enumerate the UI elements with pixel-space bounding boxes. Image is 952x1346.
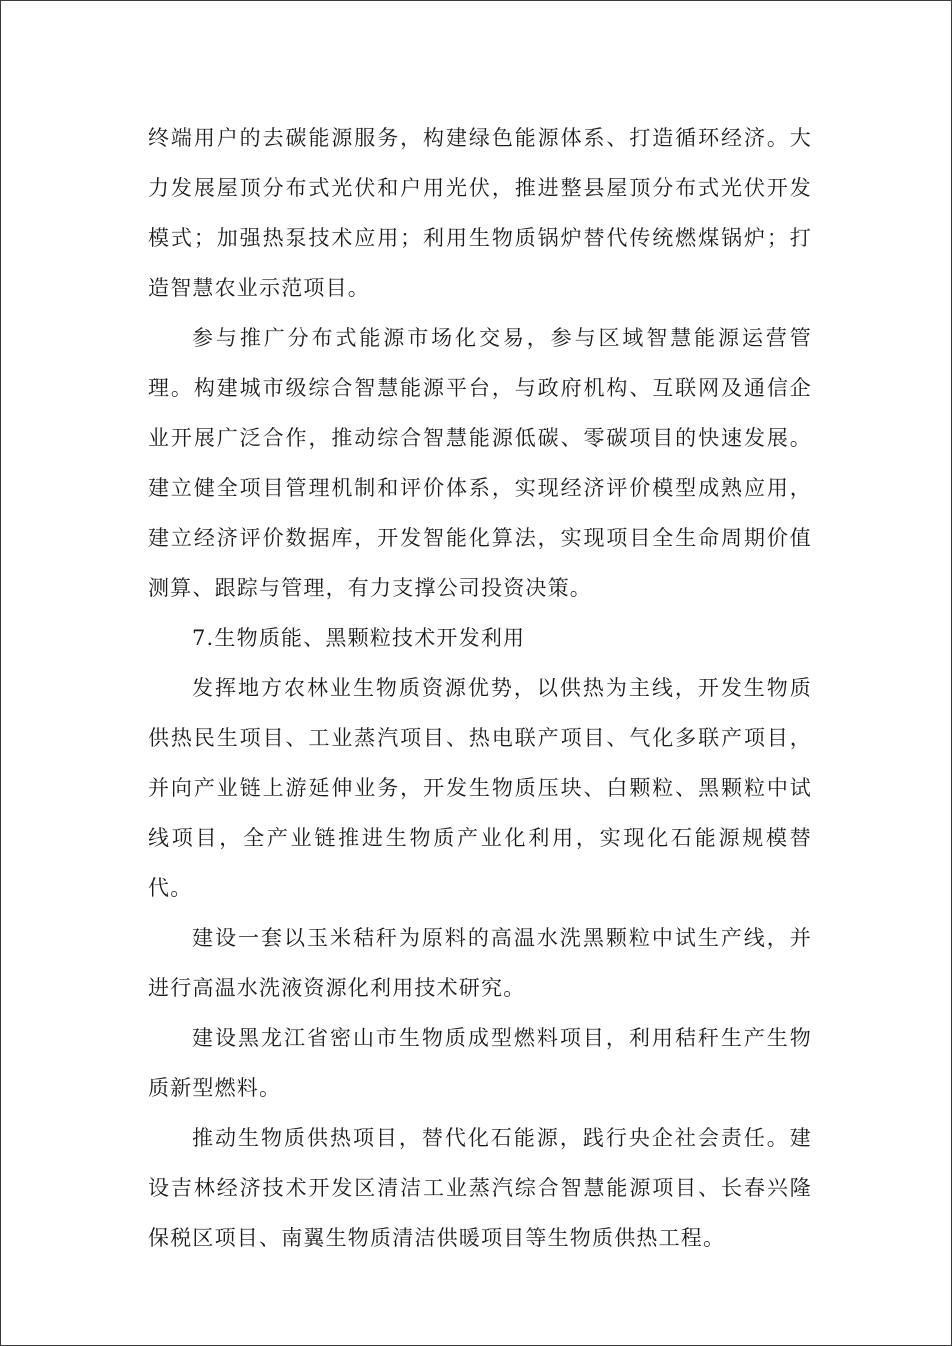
paragraph-1: 终端用户的去碳能源服务，构建绿色能源体系、打造循环经济。大力发展屋顶分布式光伏和户用光伏，推进整县屋顶分布式光伏开发模式；加强热泵技术应用；利用生物质锅炉替代传统燃煤锅炉；打造智慧农业示范项目。 — [148, 126, 812, 300]
paragraph-2: 参与推广分布式能源市场化交易，参与区域智慧能源运营管理。构建城市级综合智慧能源平台，与政府机构、互联网及通信企业开展广泛合作，推动综合智慧能源低碳、零碳项目的快速发展。建立健全项目管理机制和评价体系，实现经济评价模型成熟应用，建立经济评价数据库，开发智能化算法，实现项目全生命周期价值测算、跟踪与管理，有力支撑公司投资决策。 — [148, 326, 812, 600]
paragraph-3: 发挥地方农林业生物质资源优势，以供热为主线，开发生物质供热民生项目、工业蒸汽项目、热电联产项目、气化多联产项目，并向产业链上游延伸业务，开发生物质压块、白颗粒、黑颗粒中试线项目，全产业链推进生物质产业化利用，实现化石能源规模替代。 — [148, 676, 812, 900]
document-body — [148, 113, 812, 1263]
paragraph-4: 建设一套以玉米秸秆为原料的高温水洗黑颗粒中试生产线，并进行高温水洗液资源化利用技术研究。 — [148, 926, 812, 1000]
section-heading-7: 7.生物质能、黑颗粒技术开发利用 — [192, 626, 526, 650]
paragraph-5: 建设黑龙江省密山市生物质成型燃料项目，利用秸秆生产生物质新型燃料。 — [148, 1026, 812, 1100]
paragraph-6: 推动生物质供热项目，替代化石能源，践行央企社会责任。建设吉林经济技术开发区清洁工业蒸汽综合智慧能源项目、长春兴隆保税区项目、南翼生物质清洁供暖项目等生物质供热工程。 — [148, 1126, 812, 1250]
